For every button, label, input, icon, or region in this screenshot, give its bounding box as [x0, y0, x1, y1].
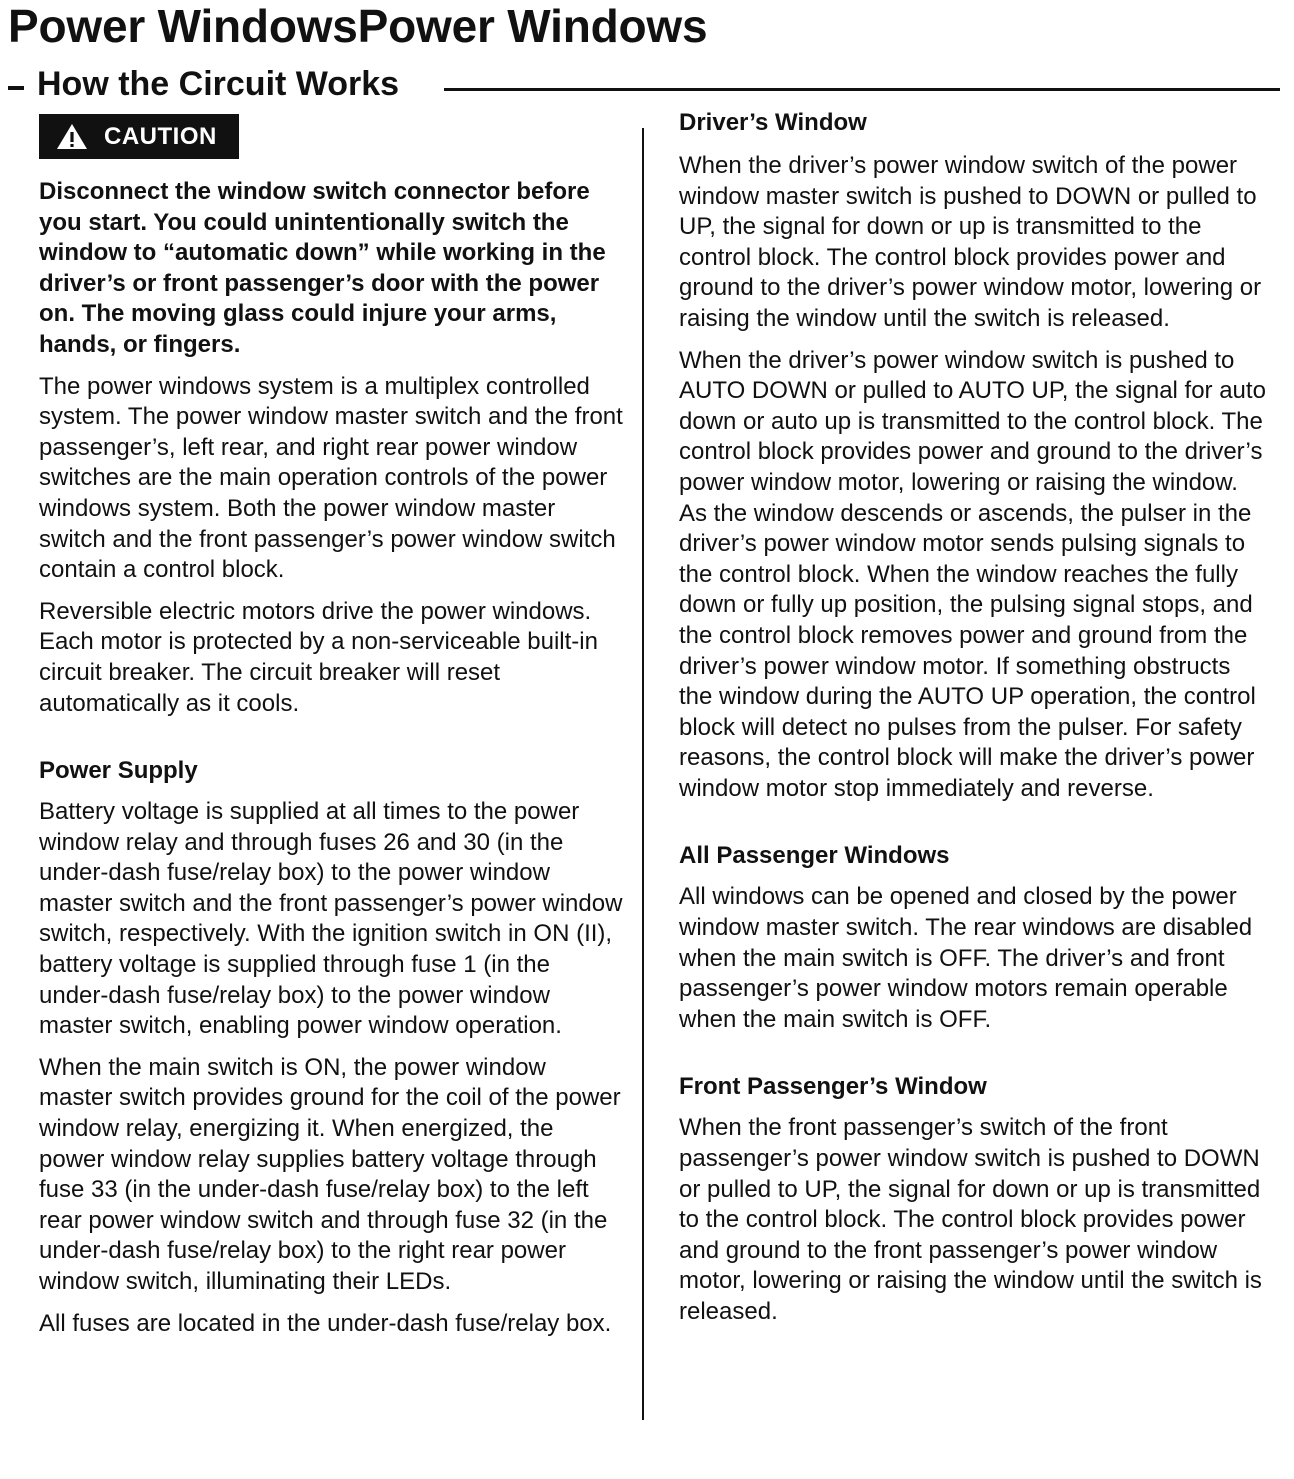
- drivers-window-paragraph-1: When the driver’s power window switch of the power window master switch is pushed to DOWN or pulled to UP, the signal for down or up is transmitted to the control block. The control block provides power and ground to the driver’s power window motor, lowering or raising the window until the switch is released.: [679, 152, 1262, 332]
- front-passenger-window-paragraph: When the front passenger’s switch of the front passenger’s power window switch is pushed to DOWN or pulled to UP, the signal for down or up is transmitted to the control block. The control block provides power and ground to the front passenger’s power window motor, lowering or raising the window until the switch is released.: [679, 1114, 1262, 1325]
- front-passenger-window-heading: Front Passenger’s Window: [679, 1073, 987, 1101]
- right-column: [679, 108, 1269, 1328]
- caution-text: Disconnect the window switch connector before you start. You could unintentionally switch the window to “automatic down” while working in the driver’s or front passenger’s door with the power on. The moving glass could injure your arms, hands, or fingers.: [39, 178, 606, 358]
- drivers-window-paragraph-2: When the driver’s power window switch is pushed to AUTO DOWN or pulled to AUTO UP, the signal for auto down or auto up is transmitted to the control block. The control block provides power and ground to the driver’s power window motor, lowering or raising the window. As the window descends or ascends, the pulser in the driver’s power window motor sends pulsing signals to the control block. When the window reaches the fully down or fully up position, the pulsing signal stops, and the control block removes power and ground from the driver’s power window motor. If something obstructs the window during the AUTO UP operation, the control block will detect no pulses from the pulser. For safety reasons, the control block will make the driver’s power window motor stop immediately and reverse.: [679, 346, 1266, 802]
- left-column: [39, 114, 624, 1339]
- power-supply-paragraph-2: When the main switch is ON, the power window master switch provides ground for the coil of the power window relay, energizing it. When energized, the power window relay supplies battery voltage through fuse 33 (in the under-dash fuse/relay box) to the left rear power window switch and through fuse 32 (in the under-dash fuse/relay box) to the right rear power window switch, illuminating their LEDs.: [39, 1053, 621, 1295]
- power-supply-paragraph-3: All fuses are located in the under-dash fuse/relay box.: [39, 1309, 612, 1337]
- section-rule: [444, 88, 1280, 91]
- section-dash: [8, 86, 24, 90]
- caution-badge: [39, 114, 239, 159]
- power-supply-heading: Power Supply: [39, 757, 198, 785]
- all-passenger-windows-heading: All Passenger Windows: [679, 842, 950, 870]
- warning-triangle-icon: [56, 123, 88, 150]
- page-title: Power WindowsPower Windows: [8, 0, 708, 52]
- section-title: How the Circuit Works: [37, 65, 400, 103]
- caution-label: CAUTION: [104, 122, 217, 150]
- power-supply-paragraph-1: Battery voltage is supplied at all times to the power window relay and through fuses 26 and 30 (in the under-dash fuse/relay box) to the power window master switch and the front passenger’s power window switch, respectively. With the ignition switch in ON (II), battery voltage is supplied through fuse 1 (in the under-dash fuse/relay box) to the power window master switch, enabling power window operation.: [39, 798, 623, 1040]
- all-passenger-windows-paragraph: All windows can be opened and closed by the power window master switch. The rear windows are disabled when the main switch is OFF. The driver’s and front passenger’s power window motors remain operable when the main switch is OFF.: [679, 883, 1253, 1033]
- column-divider: [642, 128, 644, 1420]
- intro-paragraph-1: The power windows system is a multiplex controlled system. The power window master switch and the front passenger’s, left rear, and right rear power window switches are the main operation controls of the power windows system. Both the power window master switch and the front passenger’s power window switch contain a control block.: [39, 372, 623, 584]
- drivers-window-heading: Driver’s Window: [679, 109, 867, 136]
- intro-paragraph-2: Reversible electric motors drive the power windows. Each motor is protected by a non-serviceable built-in circuit breaker. The circuit breaker will reset automatically as it cools.: [39, 597, 598, 717]
